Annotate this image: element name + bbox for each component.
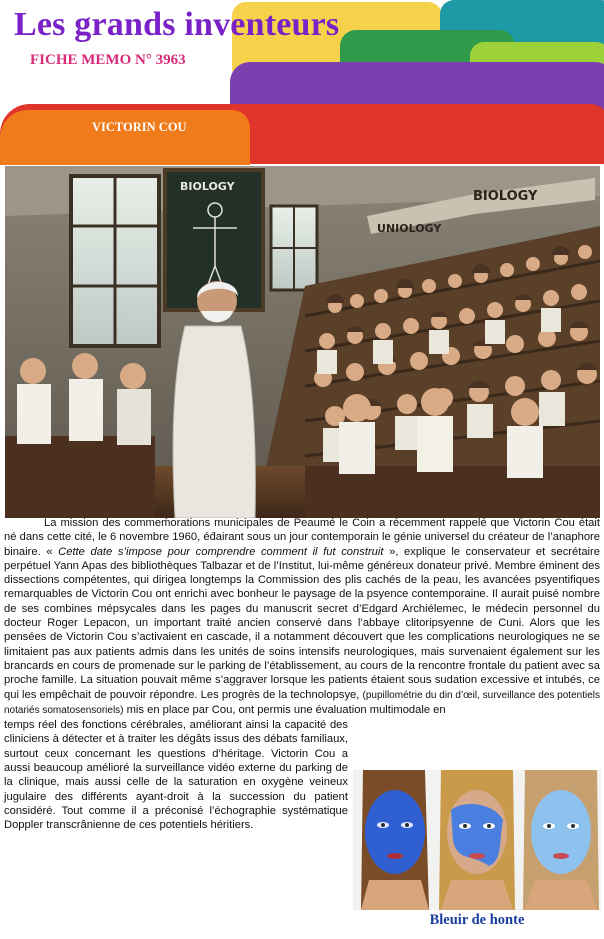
window-left	[71, 176, 159, 346]
face-blue-partial	[439, 770, 515, 910]
lecture-hall-image	[5, 166, 600, 518]
blue-faces-image	[353, 770, 601, 922]
page-title: Les grands inventeurs	[14, 6, 340, 43]
faces-caption: Bleuir de honte	[429, 912, 525, 928]
banner-text-b: BIOLOGY	[473, 189, 538, 204]
faces-illustration	[353, 770, 601, 910]
article-paragraph-wrap: temps réel des fonctions cérébrales, améliorant ainsi la capacité des cliniciens à détecter et à traiter les dégâts issus des débats familiaux, surtout ceux concernant les questions d’héritage. Victorin Cou a aussi beaucoup amélioré la surveillance vidéo externe du parking de la clinique, mais aussi celle de la saturation en oxygène veineux jugulaire des différents ayant-droit à la succession du patient considéré. Tout comme il a préconisé l’échographie systématique Doppler transcrânienne de ces potentiels héritiers.	[4, 719, 348, 832]
page-header	[0, 0, 604, 165]
article-quote: Cette date s’impose pour comprendre comment il fut construit	[58, 545, 384, 558]
header-band-orange	[0, 110, 250, 165]
article-text-1c: mis en place par Cou, ont permis une évaluation multimodale en	[123, 703, 446, 716]
window-right	[271, 206, 317, 290]
face-blue-light	[523, 770, 599, 910]
lecture-hall-illustration	[5, 166, 600, 518]
banner-text-a: UNIOLOGY	[377, 222, 442, 235]
article-text-1a: La mission des commeḿorations municipales de Peaumé le Coin a récemment rappelé que Victorin Cou était né dans cette cité, le 6 novembre 1960, éd́airant sous un jour contemporain le génie universel du créateur de l’anaphore binaire. «	[4, 517, 600, 558]
article-paragraph-main	[4, 516, 600, 718]
face-blue-full	[361, 770, 429, 910]
article-aside: (pupillométrie du din d’œil, surveillance des potentiels notariés somatosensoriels)	[4, 689, 600, 716]
inventor-name: VICTORIN COU	[92, 120, 187, 134]
article-text-1b: », explique le conservateur et secrétaire perpétuel Yann Apas des bibliothèques Talbazar et de l’Institut, lui-même généreux donateur privé. Membre éminent des dissections compétentes, qui dirigea longtemps la Commission des plis cachés de la peau, les avancées psyentifiques remarquables de Victorin Cou ont enrichi avec bonheur le paysage de la psyence contemporaine. Il aurait puisé nombre de ses combines mépsycales dans les pages du manuscrit secret d’Edgard Archiélemec, le médecin personnel du docteur Roger Lepacon, un important traité ancien conservé dans l’abbaye clitoripsyenne de Cuni. Alors que les pensées de Victorin Cou s’activaient en cascade, il a notamment découvert que les complications neurologiques ne se limitaient pas aux patients admis dans les unités de soins intensifs neurologiques, mais survenaient également sur les brancards en cours de promenade sur le parking de l’établissement, au cours de la rencontre frontale du patient avec sa proche famille. La situation pouvait même s’aggraver lorsque les patients étaient sous sudation excessive et intubés, ce qui les empêchait de pouvoir répondre. Les progrès de la technolopsye,	[4, 545, 600, 701]
fiche-number: FICHE MEMO N° 3963	[30, 52, 186, 68]
chalkboard-label: BIOLOGY	[180, 180, 235, 193]
